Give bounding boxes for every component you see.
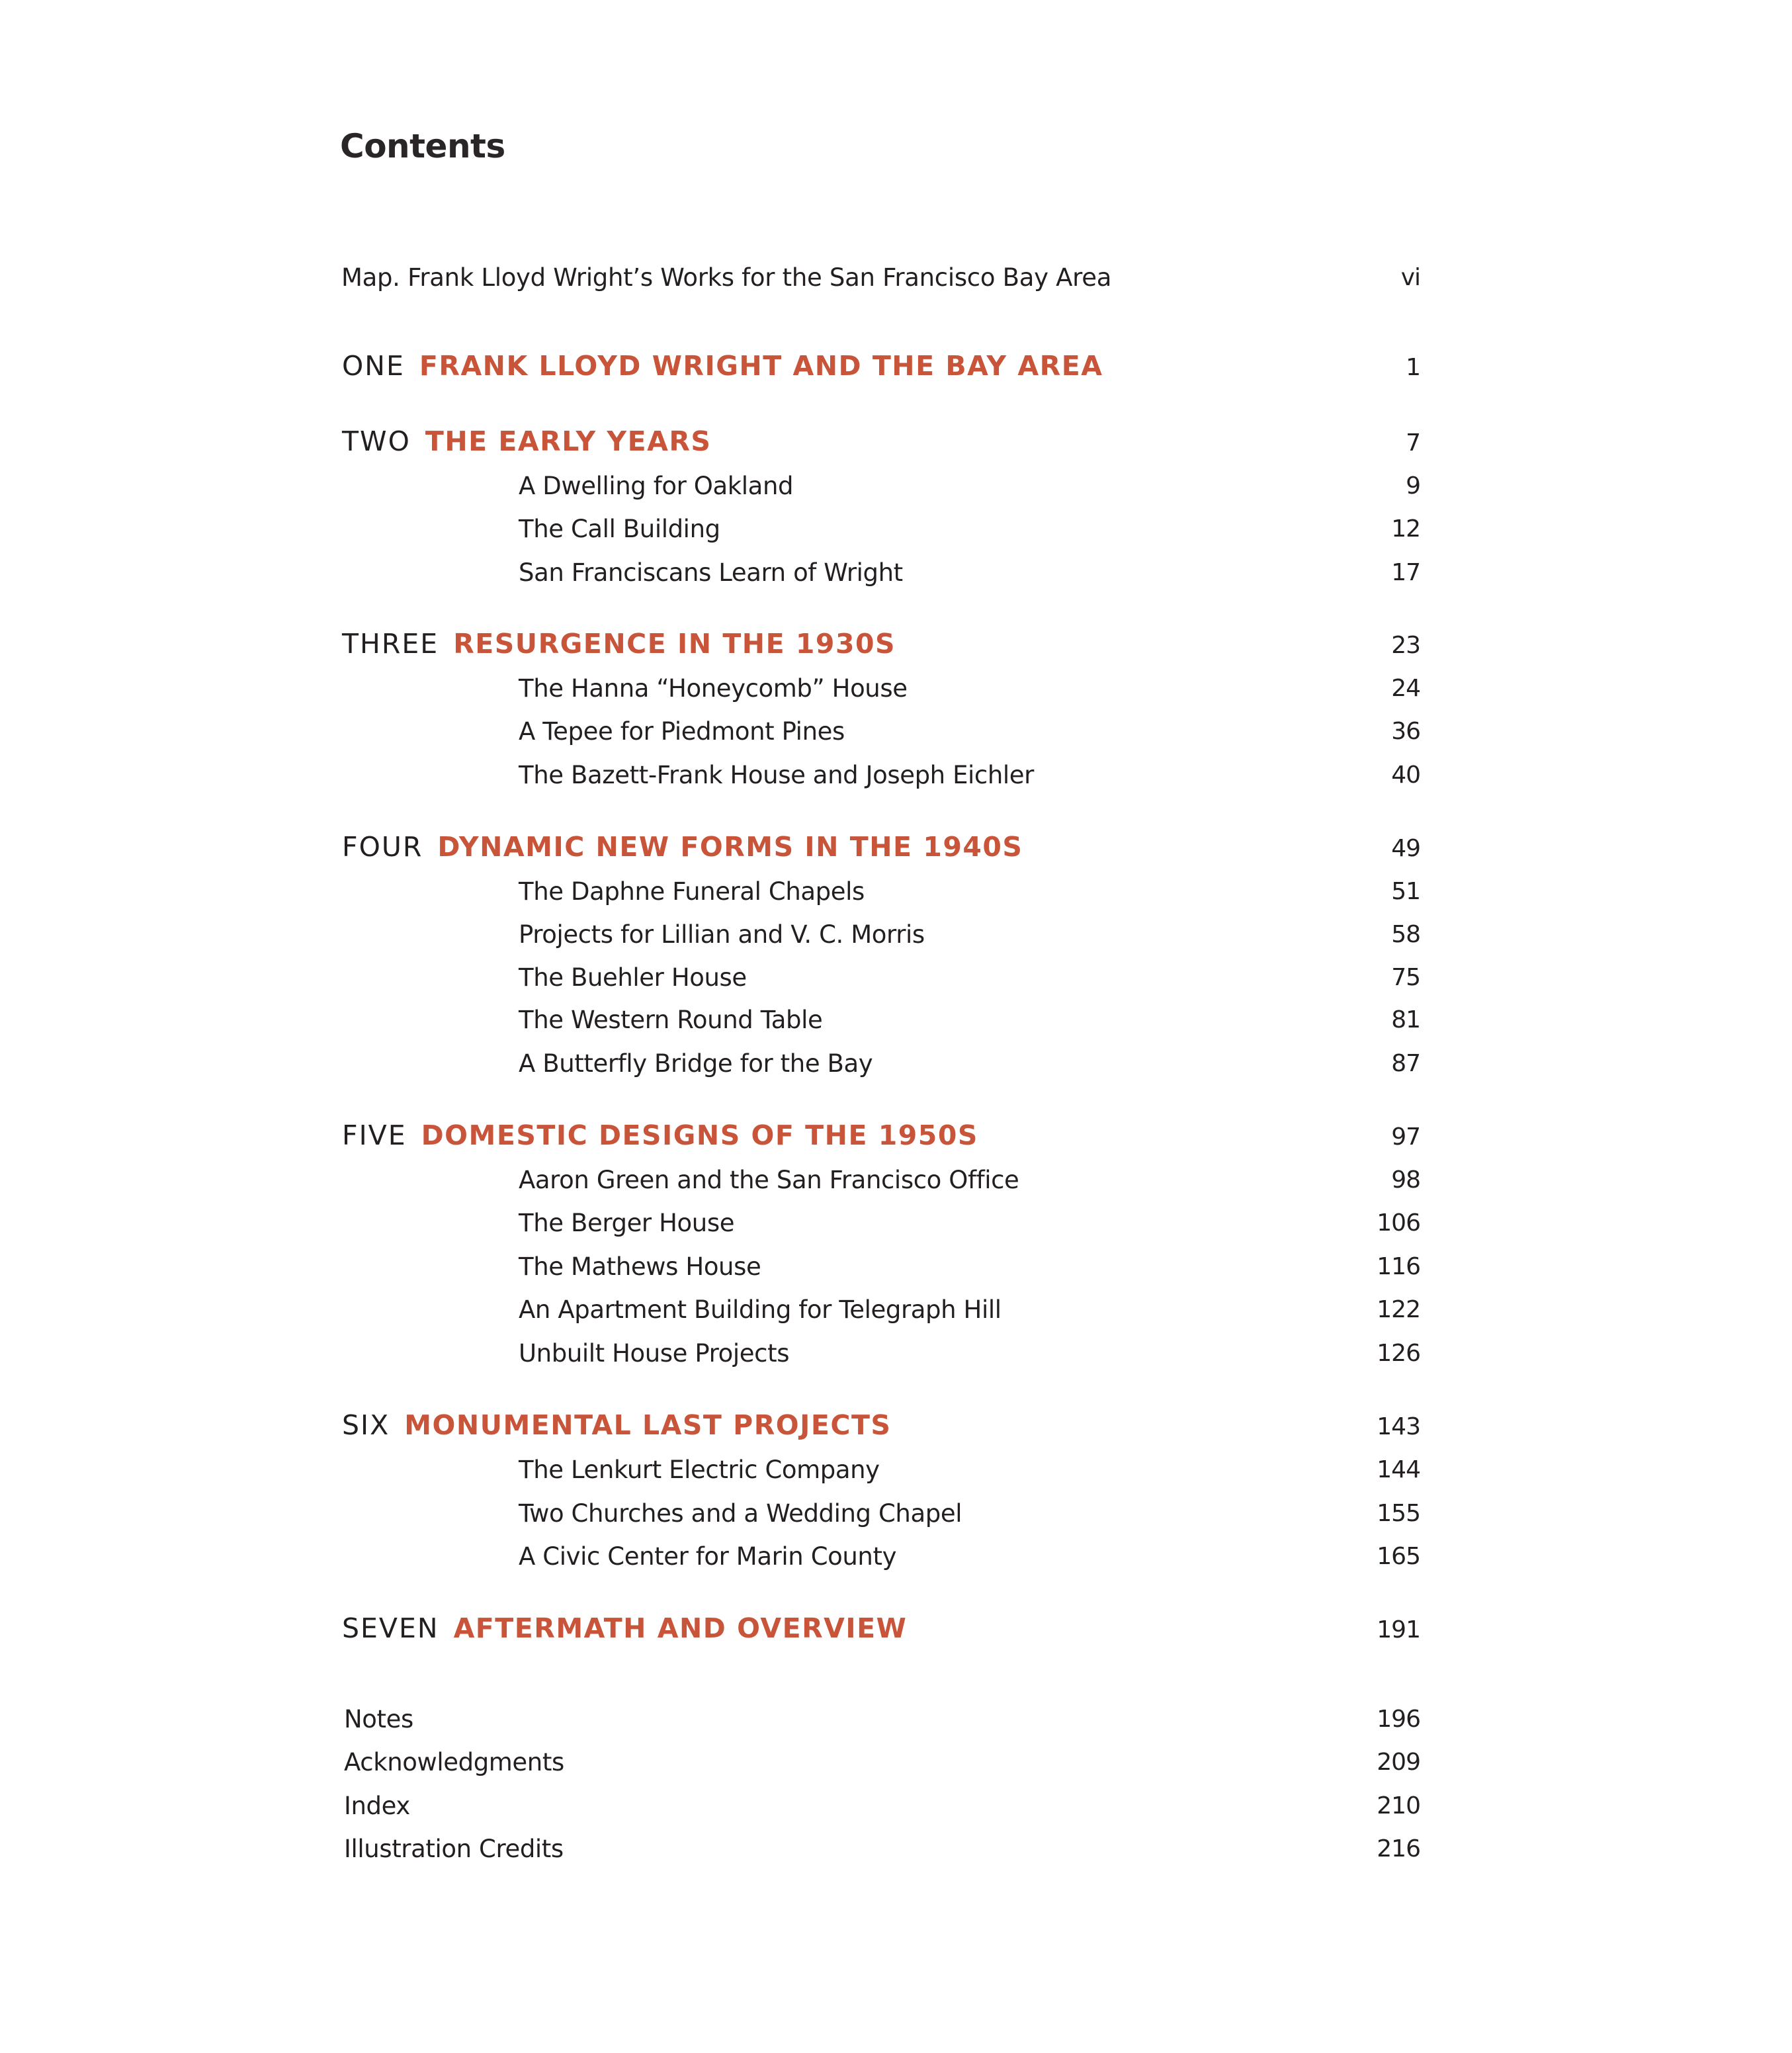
section-entry[interactable] — [0, 1036, 1792, 1076]
chapter-number: THREE — [342, 628, 439, 660]
page-number: 116 — [1377, 1253, 1420, 1280]
page-number: 97 — [1391, 1123, 1420, 1151]
page-number: 209 — [1377, 1749, 1420, 1776]
page-number: 210 — [1377, 1792, 1420, 1819]
entry-label: Projects for Lillian and V. C. Morris — [519, 920, 925, 949]
toc-entry-map[interactable] — [0, 250, 1792, 290]
section-entry[interactable] — [0, 992, 1792, 1032]
page-number: 49 — [1391, 835, 1420, 862]
page-number: 144 — [1377, 1456, 1420, 1483]
page-number: vi — [1400, 264, 1420, 291]
section-entry[interactable] — [0, 1239, 1792, 1279]
chapter-number: SIX — [342, 1409, 390, 1441]
section-entry[interactable] — [0, 864, 1792, 904]
entry-label: A Tepee for Piedmont Pines — [519, 717, 845, 746]
page-number: 40 — [1391, 762, 1420, 789]
page-number: 143 — [1377, 1413, 1420, 1440]
toc-entry-illustration-credits[interactable] — [0, 1821, 1792, 1861]
chapter-title: DYNAMIC NEW FORMS IN THE 1940S — [437, 831, 1023, 863]
page-number: 9 — [1406, 472, 1420, 500]
entry-label: A Dwelling for Oakland — [519, 472, 794, 500]
page-number: 196 — [1377, 1706, 1420, 1733]
page-number: 126 — [1377, 1340, 1420, 1367]
page-title: Contents — [340, 127, 505, 165]
chapter-number: ONE — [342, 350, 405, 382]
chapter-number: FOUR — [342, 831, 423, 863]
entry-label: The Western Round Table — [519, 1006, 823, 1034]
chapter-title: AFTERMATH AND OVERVIEW — [453, 1612, 908, 1644]
entry-label: Two Churches and a Wedding Chapel — [519, 1499, 962, 1528]
chapter-title: MONUMENTAL LAST PROJECTS — [404, 1409, 892, 1441]
chapter-heading-one[interactable] — [0, 340, 1792, 380]
section-entry[interactable] — [0, 661, 1792, 701]
entry-label: The Buehler House — [519, 963, 747, 992]
section-entry[interactable] — [0, 704, 1792, 744]
section-entry[interactable] — [0, 748, 1792, 787]
chapter-heading-six[interactable] — [0, 1399, 1792, 1439]
page-number: 51 — [1391, 878, 1420, 905]
page-number: 58 — [1391, 921, 1420, 948]
page-number: 81 — [1391, 1006, 1420, 1033]
entry-label: Acknowledgments — [344, 1748, 564, 1776]
entry-label: Map. Frank Lloyd Wright’s Works for the San Francisco Bay Area — [341, 263, 1112, 292]
page-number: 17 — [1391, 559, 1420, 586]
section-entry[interactable] — [0, 1529, 1792, 1569]
page-number: 106 — [1377, 1209, 1420, 1237]
page-number: 24 — [1391, 675, 1420, 702]
entry-label: The Hanna “Honeycomb” House — [519, 674, 908, 703]
section-entry[interactable] — [0, 907, 1792, 947]
chapter-number: TWO — [342, 425, 411, 457]
chapter-heading-five[interactable] — [0, 1110, 1792, 1149]
entry-label: The Call Building — [519, 515, 720, 543]
entry-label: The Lenkurt Electric Company — [519, 1456, 880, 1484]
toc-entry-index[interactable] — [0, 1778, 1792, 1818]
chapter-number: SEVEN — [342, 1612, 439, 1644]
page-number: 155 — [1377, 1500, 1420, 1527]
chapter-title: THE EARLY YEARS — [425, 425, 712, 457]
page-number: 36 — [1391, 718, 1420, 745]
page-number: 75 — [1391, 964, 1420, 991]
entry-label: Illustration Credits — [344, 1835, 564, 1863]
section-entry[interactable] — [0, 1282, 1792, 1322]
chapter-heading-two[interactable] — [0, 415, 1792, 455]
entry-label: Index — [344, 1792, 410, 1820]
chapter-heading-three[interactable] — [0, 618, 1792, 658]
chapter-heading-four[interactable] — [0, 821, 1792, 861]
section-entry[interactable] — [0, 502, 1792, 541]
page-number: 7 — [1406, 429, 1420, 457]
chapter-number: FIVE — [342, 1119, 407, 1151]
entry-label: The Daphne Funeral Chapels — [519, 877, 865, 906]
page-number: 191 — [1377, 1616, 1420, 1643]
section-entry[interactable] — [0, 459, 1792, 498]
toc-entry-notes[interactable] — [0, 1692, 1792, 1731]
entry-label: The Berger House — [519, 1209, 735, 1237]
entry-label: An Apartment Building for Telegraph Hill — [519, 1295, 1002, 1324]
page-number: 98 — [1391, 1166, 1420, 1194]
entry-label: San Franciscans Learn of Wright — [519, 558, 903, 587]
page-number: 216 — [1377, 1835, 1420, 1862]
entry-label: The Bazett-Frank House and Joseph Eichler — [519, 761, 1034, 789]
section-entry[interactable] — [0, 545, 1792, 585]
page-number: 122 — [1377, 1296, 1420, 1323]
section-entry[interactable] — [0, 1486, 1792, 1526]
page-number: 23 — [1391, 632, 1420, 659]
page-number: 12 — [1391, 515, 1420, 543]
entry-label: Unbuilt House Projects — [519, 1339, 790, 1368]
page-number: 165 — [1377, 1543, 1420, 1570]
section-entry[interactable] — [0, 1153, 1792, 1192]
section-entry[interactable] — [0, 1442, 1792, 1482]
chapter-title: RESURGENCE IN THE 1930S — [453, 628, 896, 660]
page-number: 87 — [1391, 1050, 1420, 1077]
entry-label: The Mathews House — [519, 1252, 761, 1281]
entry-label: Aaron Green and the San Francisco Office — [519, 1166, 1019, 1194]
toc-entry-acknowledgments[interactable] — [0, 1735, 1792, 1774]
chapter-title: DOMESTIC DESIGNS OF THE 1950S — [421, 1119, 978, 1151]
entry-label: A Butterfly Bridge for the Bay — [519, 1049, 873, 1078]
chapter-heading-seven[interactable] — [0, 1602, 1792, 1642]
page-number: 1 — [1406, 354, 1420, 381]
entry-label: Notes — [344, 1705, 413, 1733]
chapter-title: FRANK LLOYD WRIGHT AND THE BAY AREA — [419, 350, 1103, 382]
entry-label: A Civic Center for Marin County — [519, 1542, 897, 1571]
section-entry[interactable] — [0, 950, 1792, 990]
section-entry[interactable] — [0, 1196, 1792, 1235]
section-entry[interactable] — [0, 1326, 1792, 1366]
